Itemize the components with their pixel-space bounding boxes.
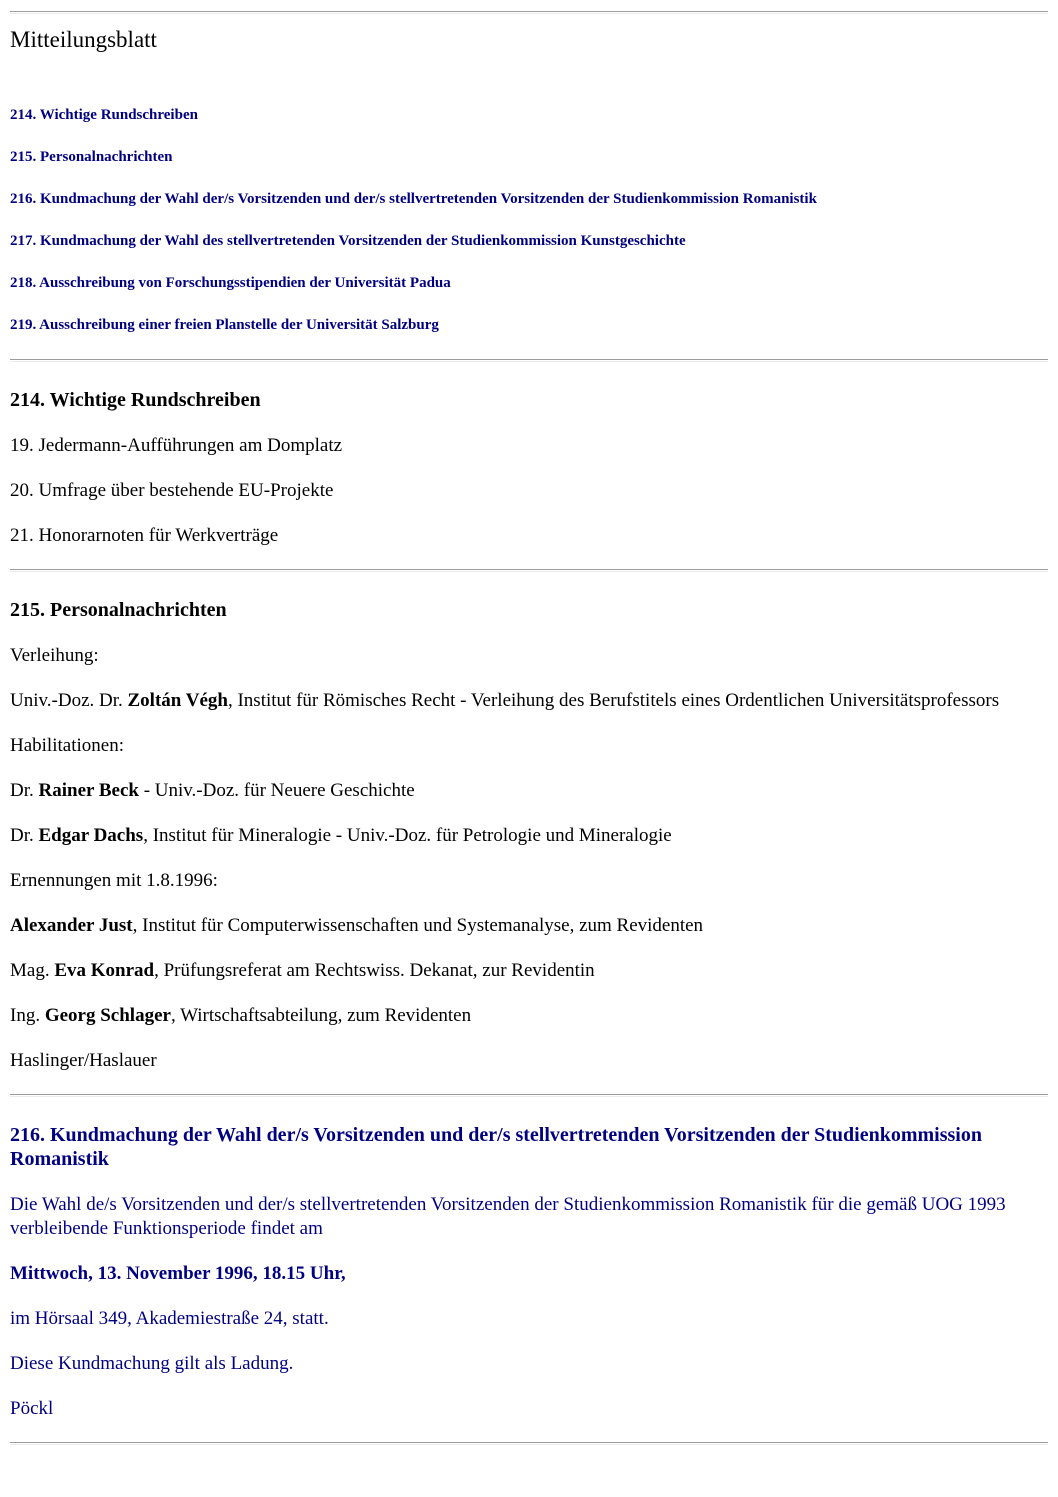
text: , Institut für Römisches Recht - Verleihung des Berufstitels eines Ordentlichen Universitätsprofessors — [227, 690, 1000, 711]
paragraph — [10, 524, 1048, 548]
sections-container — [10, 359, 1048, 1445]
section-heading-214: 214. Wichtige Rundschreiben — [10, 389, 261, 411]
paragraph — [10, 1262, 1048, 1286]
toc-link-215[interactable]: 215. Personalnachrichten — [10, 149, 173, 165]
toc-link-217[interactable]: 217. Kundmachung der Wahl des stellvertretenden Vorsitzenden der Studienkommission Kunstgeschichte — [10, 233, 686, 249]
toc-link-214[interactable]: 214. Wichtige Rundschreiben — [10, 107, 198, 123]
text: Ing. — [10, 1005, 45, 1026]
text: - Univ.-Doz. für Neuere Geschichte — [138, 780, 415, 801]
toc-item — [10, 233, 1048, 250]
text: Pöckl — [10, 1398, 54, 1419]
toc-item — [10, 191, 1048, 208]
bold-text: Eva Konrad — [54, 960, 155, 981]
section-divider — [10, 359, 1048, 362]
text: Verleihung: — [10, 645, 99, 666]
paragraph — [10, 479, 1048, 503]
toc-item — [10, 149, 1048, 166]
paragraph — [10, 914, 1048, 938]
text: 21. Honorarnoten für Werkverträge — [10, 525, 279, 546]
toc-item — [10, 275, 1048, 292]
text: Mag. — [10, 960, 55, 981]
section-heading-216: 216. Kundmachung der Wahl der/s Vorsitzenden und der/s stellvertretenden Vorsitzenden der Studienkommission Romanistik — [10, 1124, 982, 1170]
bold-text: Rainer Beck — [38, 780, 139, 801]
paragraph — [10, 1049, 1048, 1073]
bold-text: Zoltán Végh — [127, 690, 228, 711]
section-216 — [10, 1123, 1048, 1421]
top-divider — [10, 11, 1048, 14]
toc-item — [10, 317, 1048, 334]
toc-link-218[interactable]: 218. Ausschreibung von Forschungsstipendien der Universität Padua — [10, 275, 451, 291]
text: im Hörsaal 349, Akademiestraße 24, statt. — [10, 1308, 329, 1329]
text: Die Wahl de/s Vorsitzenden und der/s stellvertretenden Vorsitzenden der Studienkommission Romanistik für die gemäß UOG 1993 verbleibende Funktionsperiode findet am — [10, 1194, 1006, 1239]
paragraph — [10, 869, 1048, 893]
paragraph — [10, 1352, 1048, 1376]
paragraph — [10, 1193, 1048, 1241]
paragraph — [10, 1397, 1048, 1421]
section-divider — [10, 1094, 1048, 1097]
paragraph — [10, 434, 1048, 458]
text: , Prüfungsreferat am Rechtswiss. Dekanat, zur Revidentin — [154, 960, 595, 981]
text: Habilitationen: — [10, 735, 124, 756]
paragraph — [10, 734, 1048, 758]
paragraph — [10, 779, 1048, 803]
section-heading-215: 215. Personalnachrichten — [10, 599, 227, 621]
bold-text: Edgar Dachs — [38, 825, 144, 846]
text: Ernennungen mit 1.8.1996: — [10, 870, 218, 891]
toc-item — [10, 107, 1048, 124]
text: , Institut für Mineralogie - Univ.-Doz. für Petrologie und Mineralogie — [143, 825, 672, 846]
text: Dr. — [10, 825, 39, 846]
bold-text: Alexander Just — [10, 915, 133, 936]
paragraph — [10, 824, 1048, 848]
bottom-divider — [10, 1442, 1048, 1445]
toc-link-216[interactable]: 216. Kundmachung der Wahl der/s Vorsitzenden und der/s stellvertretenden Vorsitzenden der Studienkommission Romanistik — [10, 191, 817, 207]
paragraph — [10, 644, 1048, 668]
text: Diese Kundmachung gilt als Ladung. — [10, 1353, 294, 1374]
text: Dr. — [10, 780, 39, 801]
text: 20. Umfrage über bestehende EU-Projekte — [10, 480, 334, 501]
text: , Institut für Computerwissenschaften und Systemanalyse, zum Revidenten — [132, 915, 704, 936]
text: Haslinger/Haslauer — [10, 1050, 157, 1071]
bulletin-page — [10, 11, 1048, 1445]
paragraph — [10, 1004, 1048, 1028]
section-divider — [10, 569, 1048, 572]
text: Univ.-Doz. Dr. — [10, 690, 128, 711]
paragraph — [10, 689, 1048, 713]
paragraph — [10, 1307, 1048, 1331]
table-of-contents — [10, 107, 1048, 334]
toc-link-219[interactable]: 219. Ausschreibung einer freien Planstelle der Universität Salzburg — [10, 317, 439, 333]
bold-text: Mittwoch, 13. November 1996, 18.15 Uhr, — [10, 1263, 346, 1284]
section-214 — [10, 388, 1048, 548]
page-title: Mitteilungsblatt — [10, 27, 157, 52]
bold-text: Georg Schlager — [44, 1005, 171, 1026]
text: 19. Jedermann-Aufführungen am Domplatz — [10, 435, 343, 456]
section-215 — [10, 598, 1048, 1073]
text: , Wirtschaftsabteilung, zum Revidenten — [170, 1005, 472, 1026]
paragraph — [10, 959, 1048, 983]
